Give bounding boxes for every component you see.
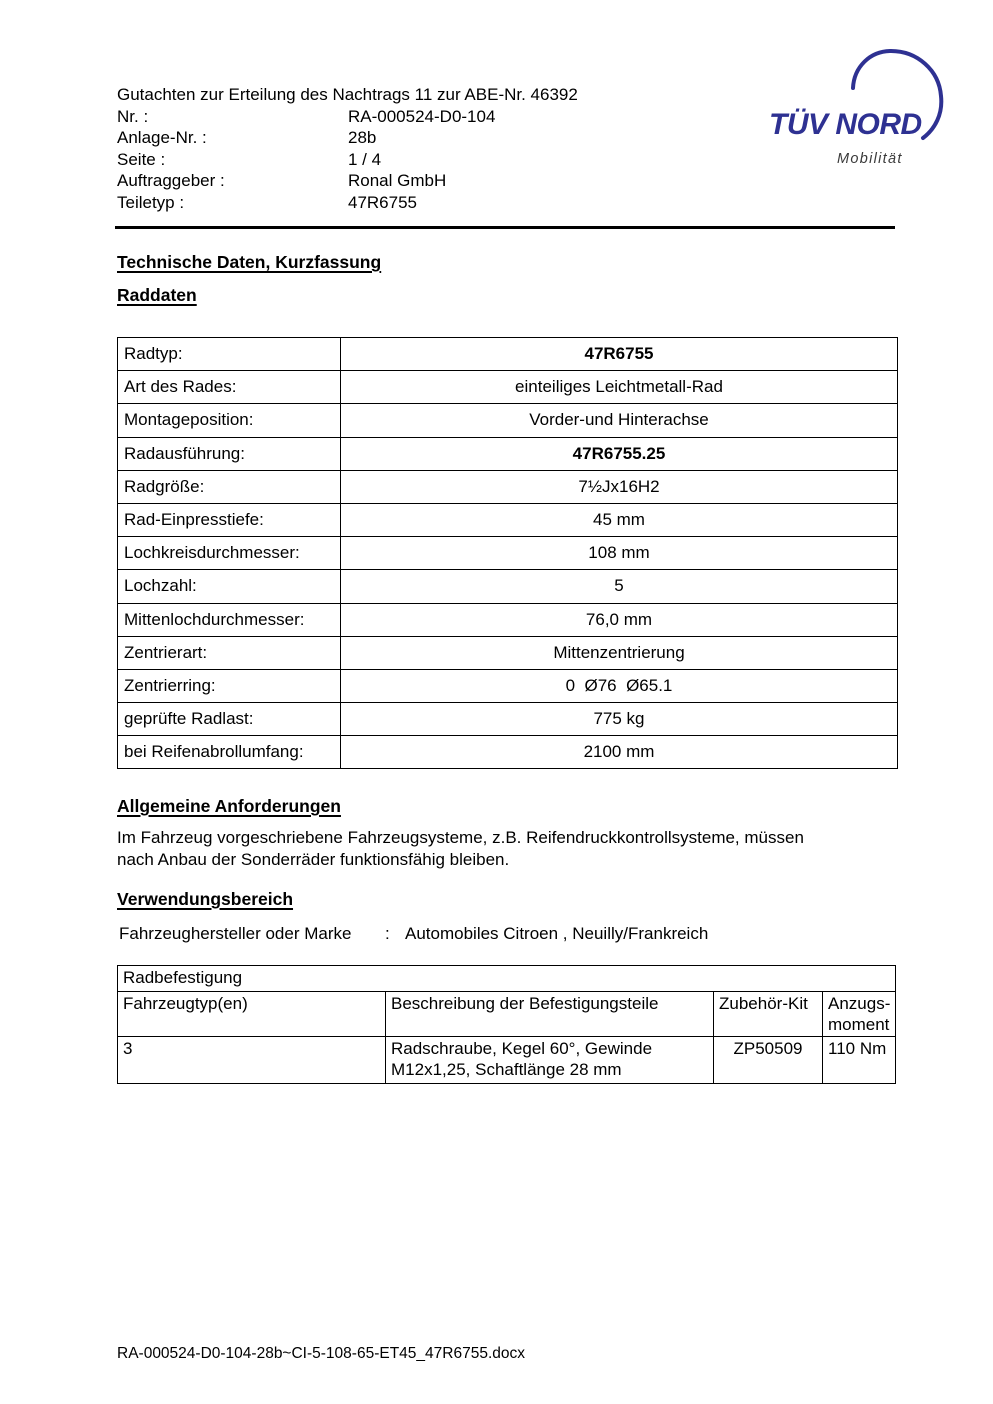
field-label: Nr. : [117,106,149,126]
row-value: 2100 mm [341,736,898,769]
row-label: Lochkreisdurchmesser: [118,537,341,570]
logo-subtitle: Mobilität [837,151,903,167]
table-row [118,570,898,603]
footer-filename: RA-000524-D0-104-28b~CI-5-108-65-ET45_47R6755.docx [117,1345,525,1362]
row-label: Zentrierring: [118,669,341,702]
table-row [118,703,898,736]
allgemeine-anforderungen-heading: Allgemeine Anforderungen [117,796,341,816]
field-label: Teiletyp : [117,192,185,212]
column-header: Fahrzeugtyp(en) [118,992,386,1037]
field-value: RA-000524-D0-104 [348,106,496,126]
row-value: 47R6755 [341,338,898,371]
row-label: Rad-Einpresstiefe: [118,503,341,536]
row-label: Radausführung: [118,437,341,470]
table-row [118,470,898,503]
row-value: 7½Jx16H2 [341,470,898,503]
table-row [118,669,898,702]
table-row [118,338,898,371]
row-label: Lochzahl: [118,570,341,603]
header-field-row [117,106,757,128]
radbefestigung-title: Radbefestigung [118,966,896,992]
row-value: 76,0 mm [341,603,898,636]
table-row [118,503,898,536]
table-row [118,736,898,769]
paragraph-line: Im Fahrzeug vorgeschriebene Fahrzeugsysteme, z.B. Reifendruckkontrollsysteme, müssen [117,828,804,847]
field-label: Anlage-Nr. : [117,128,207,148]
table-row [118,537,898,570]
field-value: 28b [348,128,377,148]
document-header [117,84,757,214]
allgemeine-anforderungen-text [117,827,917,872]
field-value: Ronal GmbH [348,171,447,191]
field-label: Seite : [117,149,166,169]
row-label: Radtyp: [118,338,341,371]
header-field-row [117,149,757,171]
hersteller-colon: : [385,924,390,943]
table-row [118,603,898,636]
tech-data-heading: Technische Daten, Kurzfassung [117,252,382,272]
fahrzeugtyp-cell: 3 [118,1037,386,1084]
hersteller-value: Automobiles Citroen , Neuilly/Frankreich [405,924,709,943]
hersteller-line [119,924,708,944]
header-divider [115,226,895,229]
paragraph-line: nach Anbau der Sonderräder funktionsfähig bleiben. [117,850,510,870]
document-title: Gutachten zur Erteilung des Nachtrags 11 zur ABE-Nr. 46392 [117,85,578,104]
row-label: Zentrierart: [118,636,341,669]
table-row [118,1037,896,1084]
row-label: Radgröße: [118,470,341,503]
field-value: 47R6755 [348,192,418,212]
table-row [118,437,898,470]
row-value: 5 [341,570,898,603]
beschreibung-cell: Radschraube, Kegel 60°, Gewinde M12x1,25, Schaftlänge 28 mm [386,1037,714,1084]
table-row [118,636,898,669]
hersteller-label: Fahrzeughersteller oder Marke [119,924,352,943]
field-value: 1 / 4 [348,149,382,169]
column-header: Zubehör-Kit [714,992,823,1037]
row-value: 775 kg [341,703,898,736]
tuv-nord-logo-graphic [753,42,965,178]
table-row [118,404,898,437]
table-title-row [118,966,896,992]
raddaten-table [117,337,898,769]
raddaten-heading: Raddaten [117,285,197,305]
row-value: 45 mm [341,503,898,536]
zubehoer-kit-cell: ZP50509 [714,1037,823,1084]
logo-wordmark: TÜV NORD [769,108,922,141]
header-field-row [117,170,757,192]
field-label: Auftraggeber : [117,171,225,191]
row-value: 0 Ø76 Ø65.1 [341,669,898,702]
row-value: einteiliges Leichtmetall-Rad [341,371,898,404]
row-label: Mittenlochdurchmesser: [118,603,341,636]
row-label: Montageposition: [118,404,341,437]
column-header: Beschreibung der Befestigungsteile [386,992,714,1037]
header-field-row [117,192,757,214]
column-header: Anzugs-moment [823,992,896,1037]
anzugsmoment-cell: 110 Nm [823,1037,896,1084]
header-field-row [117,127,757,149]
row-label: bei Reifenabrollumfang: [118,736,341,769]
row-value: 108 mm [341,537,898,570]
row-label: geprüfte Radlast: [118,703,341,736]
row-value: 47R6755.25 [341,437,898,470]
row-value: Mittenzentrierung [341,636,898,669]
row-label: Art des Rades: [118,371,341,404]
radbefestigung-table [117,965,896,1084]
verwendungsbereich-heading: Verwendungsbereich [117,889,294,909]
tuv-nord-logo [753,42,965,178]
table-row [118,371,898,404]
table-header-row [118,992,896,1037]
row-value: Vorder-und Hinterachse [341,404,898,437]
